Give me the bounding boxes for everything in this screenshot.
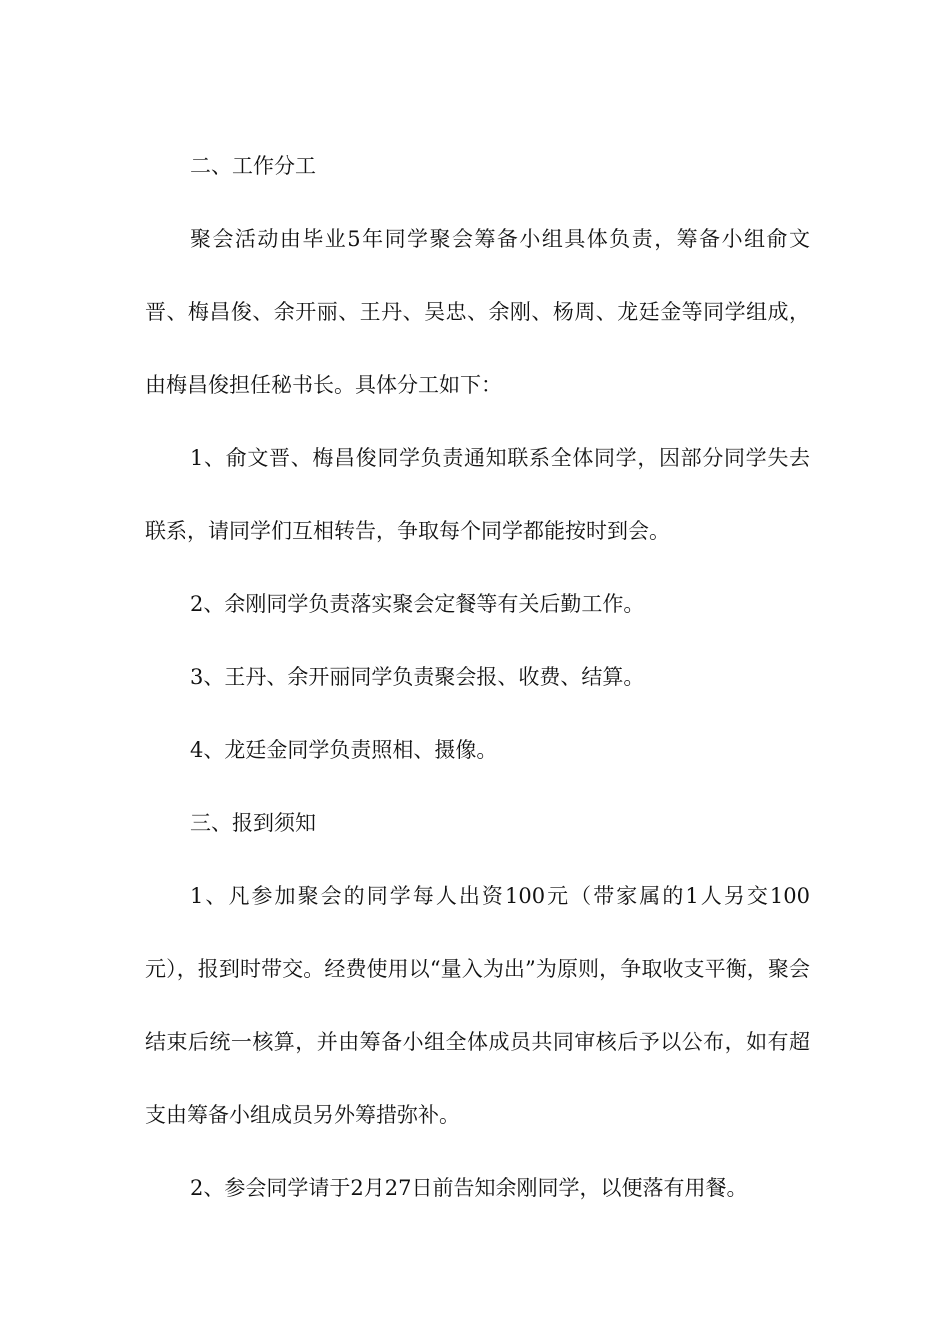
paragraph-task-1: 1、俞文晋、梅昌俊同学负责通知联系全体同学，因部分同学失去联系，请同学们互相转告，争取每个同学都能按时到会。 [145,446,810,543]
paragraph-notice-1: 1、凡参加聚会的同学每人出资100元（带家属的1人另交100元），报到时带交。经费使用以“量入为出”为原则，争取收支平衡，聚会结束后统一核算，并由筹备小组全体成员共同审核后予以公布，如有超支由筹备小组成员另外筹措弥补。 [145,884,810,1127]
paragraph-task-3: 3、王丹、余开丽同学负责聚会报、收费、结算。 [190,665,645,689]
document-body [145,130,810,1225]
section-heading-work-division: 二、工作分工 [190,154,316,178]
paragraph-task-2: 2、余刚同学负责落实聚会定餐等有关后勤工作。 [190,592,645,616]
paragraph-organizing-group: 聚会活动由毕业5年同学聚会筹备小组具体负责，筹备小组俞文晋、梅昌俊、余开丽、王丹、吴忠、余刚、杨周、龙廷金等同学组成，由梅昌俊担任秘书长。具体分工如下： [145,227,810,397]
paragraph-notice-2: 2、参会同学请于2月27日前告知余刚同学，以便落有用餐。 [190,1176,748,1200]
section-heading-registration: 三、报到须知 [190,811,316,835]
paragraph-task-4: 4、龙廷金同学负责照相、摄像。 [190,738,498,762]
